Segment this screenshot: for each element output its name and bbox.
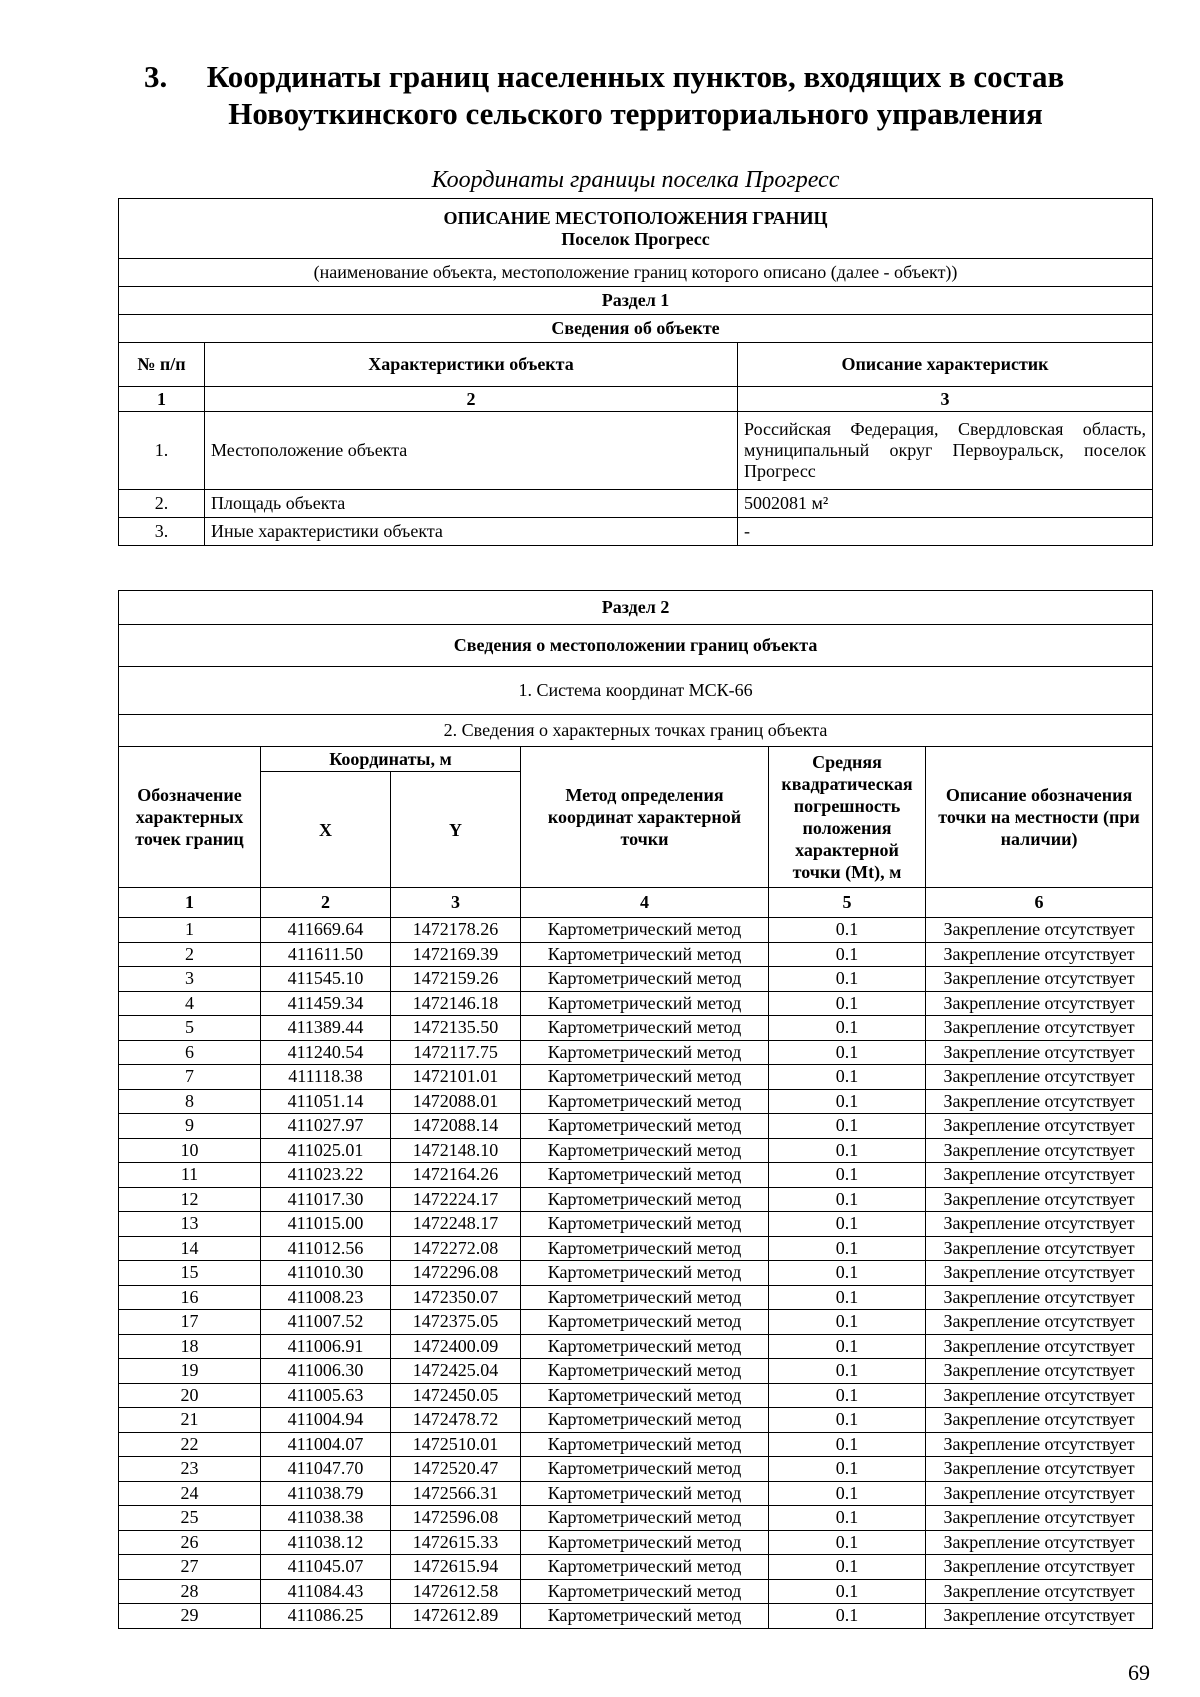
table-row [119,1457,1153,1482]
table-row [119,942,1153,967]
method: Картометрический метод [521,967,769,992]
coord-y: 1472135.50 [391,1016,521,1041]
method: Картометрический метод [521,1236,769,1261]
table-row [119,1506,1153,1531]
point-description: Закрепление отсутствует [926,1040,1153,1065]
error: 0.1 [769,1383,926,1408]
coord-y: 1472350.07 [391,1285,521,1310]
point-description: Закрепление отсутствует [926,1261,1153,1286]
coord-x: 411118.38 [261,1065,391,1090]
point-id: 22 [119,1432,261,1457]
header-y: Y [391,772,521,888]
error: 0.1 [769,1089,926,1114]
method: Картометрический метод [521,1261,769,1286]
coord-x: 411669.64 [261,918,391,943]
row-description: Российская Федерация, Свердловская область, муниципальный округ Первоуральск, поселок Прогресс [738,412,1153,490]
section2-subtitle: Сведения о местоположении границ объекта [119,625,1153,667]
error: 0.1 [769,1285,926,1310]
col-number-3: 3 [738,387,1153,412]
coord-x: 411008.23 [261,1285,391,1310]
section2-table [118,590,1153,1629]
subtitle: Координаты границы поселка Прогресс [431,167,840,193]
error: 0.1 [769,1016,926,1041]
coord-x: 411038.12 [261,1530,391,1555]
method: Картометрический метод [521,1481,769,1506]
point-description: Закрепление отсутствует [926,1506,1153,1531]
point-id: 5 [119,1016,261,1041]
method: Картометрический метод [521,1163,769,1188]
point-id: 17 [119,1310,261,1335]
point-id: 20 [119,1383,261,1408]
point-id: 9 [119,1114,261,1139]
point-id: 16 [119,1285,261,1310]
coord-y: 1472520.47 [391,1457,521,1482]
point-description: Закрепление отсутствует [926,1481,1153,1506]
row-characteristic: Местоположение объекта [205,412,738,490]
coord-y: 1472248.17 [391,1212,521,1237]
point-id: 23 [119,1457,261,1482]
table-row [119,1212,1153,1237]
error: 0.1 [769,1457,926,1482]
object-name-note: (наименование объекта, местоположение границ которого описано (далее - объект)) [119,259,1153,287]
method: Картометрический метод [521,1016,769,1041]
point-id: 14 [119,1236,261,1261]
point-id: 29 [119,1604,261,1629]
point-id: 13 [119,1212,261,1237]
point-id: 25 [119,1506,261,1531]
error: 0.1 [769,1432,926,1457]
coord-y: 1472566.31 [391,1481,521,1506]
header-error: Средняя квадратическая погрешность положения характерной точки (Mt), м [769,747,926,888]
point-description: Закрепление отсутствует [926,1163,1153,1188]
method: Картометрический метод [521,1359,769,1384]
coord-x: 411611.50 [261,942,391,967]
table-row [119,412,1153,490]
table-row [119,1481,1153,1506]
table-row [119,1555,1153,1580]
row-number: 1. [119,412,205,490]
method: Картометрический метод [521,1383,769,1408]
coord-y: 1472101.01 [391,1065,521,1090]
point-description: Закрепление отсутствует [926,1310,1153,1335]
coord-y: 1472400.09 [391,1334,521,1359]
point-description: Закрепление отсутствует [926,1212,1153,1237]
section1-title: ОПИСАНИЕ МЕСТОПОЛОЖЕНИЯ ГРАНИЦ [443,207,828,228]
error: 0.1 [769,942,926,967]
coord-x: 411007.52 [261,1310,391,1335]
col-header-characteristic: Характеристики объекта [205,343,738,387]
coord-y: 1472169.39 [391,942,521,967]
point-description: Закрепление отсутствует [926,1114,1153,1139]
point-id: 2 [119,942,261,967]
table-row [119,490,1153,518]
table-row [119,1065,1153,1090]
section1-title-cell [119,199,1153,259]
point-id: 28 [119,1579,261,1604]
point-id: 24 [119,1481,261,1506]
col-number-6: 6 [926,888,1153,918]
coord-x: 411084.43 [261,1579,391,1604]
coord-y: 1472296.08 [391,1261,521,1286]
point-description: Закрепление отсутствует [926,942,1153,967]
error: 0.1 [769,918,926,943]
coord-x: 411459.34 [261,991,391,1016]
row-number: 3. [119,518,205,546]
method: Картометрический метод [521,1506,769,1531]
section1-subtitle: Сведения об объекте [119,315,1153,343]
coord-y: 1472088.01 [391,1089,521,1114]
coord-x: 411047.70 [261,1457,391,1482]
method: Картометрический метод [521,1530,769,1555]
method: Картометрический метод [521,1334,769,1359]
row-number: 2. [119,490,205,518]
coord-y: 1472272.08 [391,1236,521,1261]
error: 0.1 [769,1114,926,1139]
error: 0.1 [769,1261,926,1286]
point-description: Закрепление отсутствует [926,1457,1153,1482]
coord-y: 1472375.05 [391,1310,521,1335]
error: 0.1 [769,1530,926,1555]
point-description: Закрепление отсутствует [926,1236,1153,1261]
point-id: 21 [119,1408,261,1433]
coord-y: 1472510.01 [391,1432,521,1457]
table-row [119,1530,1153,1555]
table-row [119,1089,1153,1114]
table-row [119,1285,1153,1310]
error: 0.1 [769,991,926,1016]
coord-x: 411389.44 [261,1016,391,1041]
table-row [119,967,1153,992]
coord-x: 411038.38 [261,1506,391,1531]
col-number-2: 2 [261,888,391,918]
header-point-description: Описание обозначения точки на местности (при наличии) [926,747,1153,888]
section1-label: Раздел 1 [119,287,1153,315]
coord-x: 411010.30 [261,1261,391,1286]
method: Картометрический метод [521,1040,769,1065]
table-row [119,1579,1153,1604]
point-description: Закрепление отсутствует [926,1555,1153,1580]
point-description: Закрепление отсутствует [926,1089,1153,1114]
header-designation: Обозначение характерных точек границ [119,747,261,888]
col-number-1: 1 [119,387,205,412]
method: Картометрический метод [521,1604,769,1629]
error: 0.1 [769,1334,926,1359]
object-name: Поселок Прогресс [561,228,710,249]
error: 0.1 [769,1359,926,1384]
table-row [119,1187,1153,1212]
method: Картометрический метод [521,991,769,1016]
point-id: 18 [119,1334,261,1359]
header-x: X [261,772,391,888]
point-description: Закрепление отсутствует [926,918,1153,943]
method: Картометрический метод [521,1432,769,1457]
coord-x: 411015.00 [261,1212,391,1237]
point-description: Закрепление отсутствует [926,1065,1153,1090]
col-header-number: № п/п [119,343,205,387]
error: 0.1 [769,1408,926,1433]
table-row [119,1236,1153,1261]
table-row [119,918,1153,943]
coord-x: 411017.30 [261,1187,391,1212]
table-row [119,1261,1153,1286]
error: 0.1 [769,1236,926,1261]
table-row [119,1383,1153,1408]
col-number-4: 4 [521,888,769,918]
coord-y: 1472146.18 [391,991,521,1016]
point-description: Закрепление отсутствует [926,1530,1153,1555]
point-id: 6 [119,1040,261,1065]
table-row [119,1114,1153,1139]
point-id: 27 [119,1555,261,1580]
col-number-2: 2 [205,387,738,412]
heading-number: 3. [144,59,168,94]
point-description: Закрепление отсутствует [926,1334,1153,1359]
coord-y: 1472178.26 [391,918,521,943]
method: Картометрический метод [521,1114,769,1139]
error: 0.1 [769,1481,926,1506]
section1-table [118,198,1153,546]
method: Картометрический метод [521,1579,769,1604]
header-method: Метод определения координат характерной точки [521,747,769,888]
section2-label: Раздел 2 [119,591,1153,625]
table-row [119,1163,1153,1188]
row-characteristic: Иные характеристики объекта [205,518,738,546]
point-description: Закрепление отсутствует [926,1579,1153,1604]
point-id: 3 [119,967,261,992]
coord-x: 411240.54 [261,1040,391,1065]
coord-x: 411027.97 [261,1114,391,1139]
heading-line-1: Координаты границ населенных пунктов, входящих в состав [206,59,1065,94]
row-characteristic: Площадь объекта [205,490,738,518]
point-description: Закрепление отсутствует [926,1359,1153,1384]
document-heading [118,58,1153,132]
row-description: - [738,518,1153,546]
coord-x: 411086.25 [261,1604,391,1629]
error: 0.1 [769,967,926,992]
point-id: 1 [119,918,261,943]
coord-x: 411005.63 [261,1383,391,1408]
method: Картометрический метод [521,1285,769,1310]
error: 0.1 [769,1506,926,1531]
coord-x: 411012.56 [261,1236,391,1261]
error: 0.1 [769,1555,926,1580]
point-description: Закрепление отсутствует [926,1383,1153,1408]
table-row [119,518,1153,546]
method: Картометрический метод [521,1310,769,1335]
coord-y: 1472615.33 [391,1530,521,1555]
coord-y: 1472224.17 [391,1187,521,1212]
coord-x: 411545.10 [261,967,391,992]
method: Картометрический метод [521,1138,769,1163]
method: Картометрический метод [521,942,769,967]
method: Картометрический метод [521,918,769,943]
point-id: 15 [119,1261,261,1286]
point-id: 7 [119,1065,261,1090]
points-table-body [119,918,1153,1629]
table-row [119,1040,1153,1065]
coord-y: 1472612.58 [391,1579,521,1604]
coord-y: 1472478.72 [391,1408,521,1433]
coord-x: 411006.91 [261,1334,391,1359]
table-row [119,1359,1153,1384]
method: Картометрический метод [521,1555,769,1580]
coord-y: 1472148.10 [391,1138,521,1163]
coord-y: 1472425.04 [391,1359,521,1384]
error: 0.1 [769,1138,926,1163]
point-id: 12 [119,1187,261,1212]
point-description: Закрепление отсутствует [926,1604,1153,1629]
method: Картометрический метод [521,1212,769,1237]
point-id: 10 [119,1138,261,1163]
method: Картометрический метод [521,1408,769,1433]
point-description: Закрепление отсутствует [926,991,1153,1016]
coord-y: 1472117.75 [391,1040,521,1065]
col-number-3: 3 [391,888,521,918]
error: 0.1 [769,1065,926,1090]
coord-y: 1472159.26 [391,967,521,992]
point-id: 26 [119,1530,261,1555]
point-description: Закрепление отсутствует [926,1016,1153,1041]
point-id: 11 [119,1163,261,1188]
point-description: Закрепление отсутствует [926,1432,1153,1457]
coord-y: 1472088.14 [391,1114,521,1139]
coord-x: 411023.22 [261,1163,391,1188]
coord-x: 411006.30 [261,1359,391,1384]
point-description: Закрепление отсутствует [926,1408,1153,1433]
error: 0.1 [769,1040,926,1065]
table-row [119,1408,1153,1433]
error: 0.1 [769,1187,926,1212]
method: Картометрический метод [521,1089,769,1114]
method: Картометрический метод [521,1457,769,1482]
point-description: Закрепление отсутствует [926,1138,1153,1163]
heading-line-2: Новоуткинского сельского территориального управления [228,96,1043,131]
coord-x: 411004.07 [261,1432,391,1457]
table-row [119,1016,1153,1041]
error: 0.1 [769,1163,926,1188]
row-description: 5002081 м² [738,490,1153,518]
method: Картометрический метод [521,1187,769,1212]
error: 0.1 [769,1212,926,1237]
table-row [119,1604,1153,1629]
page-number: 69 [1128,1660,1150,1685]
table-row [119,1432,1153,1457]
table-row [119,991,1153,1016]
table-row [119,1310,1153,1335]
header-coordinates: Координаты, м [261,747,521,772]
coord-y: 1472450.05 [391,1383,521,1408]
coord-y: 1472596.08 [391,1506,521,1531]
point-id: 8 [119,1089,261,1114]
coord-x: 411038.79 [261,1481,391,1506]
coord-x: 411004.94 [261,1408,391,1433]
coord-x: 411045.07 [261,1555,391,1580]
point-id: 19 [119,1359,261,1384]
col-number-1: 1 [119,888,261,918]
coord-x: 411051.14 [261,1089,391,1114]
points-title: 2. Сведения о характерных точках границ объекта [119,715,1153,747]
table-row [119,1334,1153,1359]
col-header-description: Описание характеристик [738,343,1153,387]
point-description: Закрепление отсутствует [926,1285,1153,1310]
error: 0.1 [769,1579,926,1604]
point-id: 4 [119,991,261,1016]
coord-x: 411025.01 [261,1138,391,1163]
point-description: Закрепление отсутствует [926,1187,1153,1212]
coord-y: 1472164.26 [391,1163,521,1188]
table-row [119,1138,1153,1163]
coord-y: 1472612.89 [391,1604,521,1629]
method: Картометрический метод [521,1065,769,1090]
error: 0.1 [769,1604,926,1629]
coord-y: 1472615.94 [391,1555,521,1580]
point-description: Закрепление отсутствует [926,967,1153,992]
coordinate-system: 1. Система координат МСК-66 [119,667,1153,715]
col-number-5: 5 [769,888,926,918]
error: 0.1 [769,1310,926,1335]
